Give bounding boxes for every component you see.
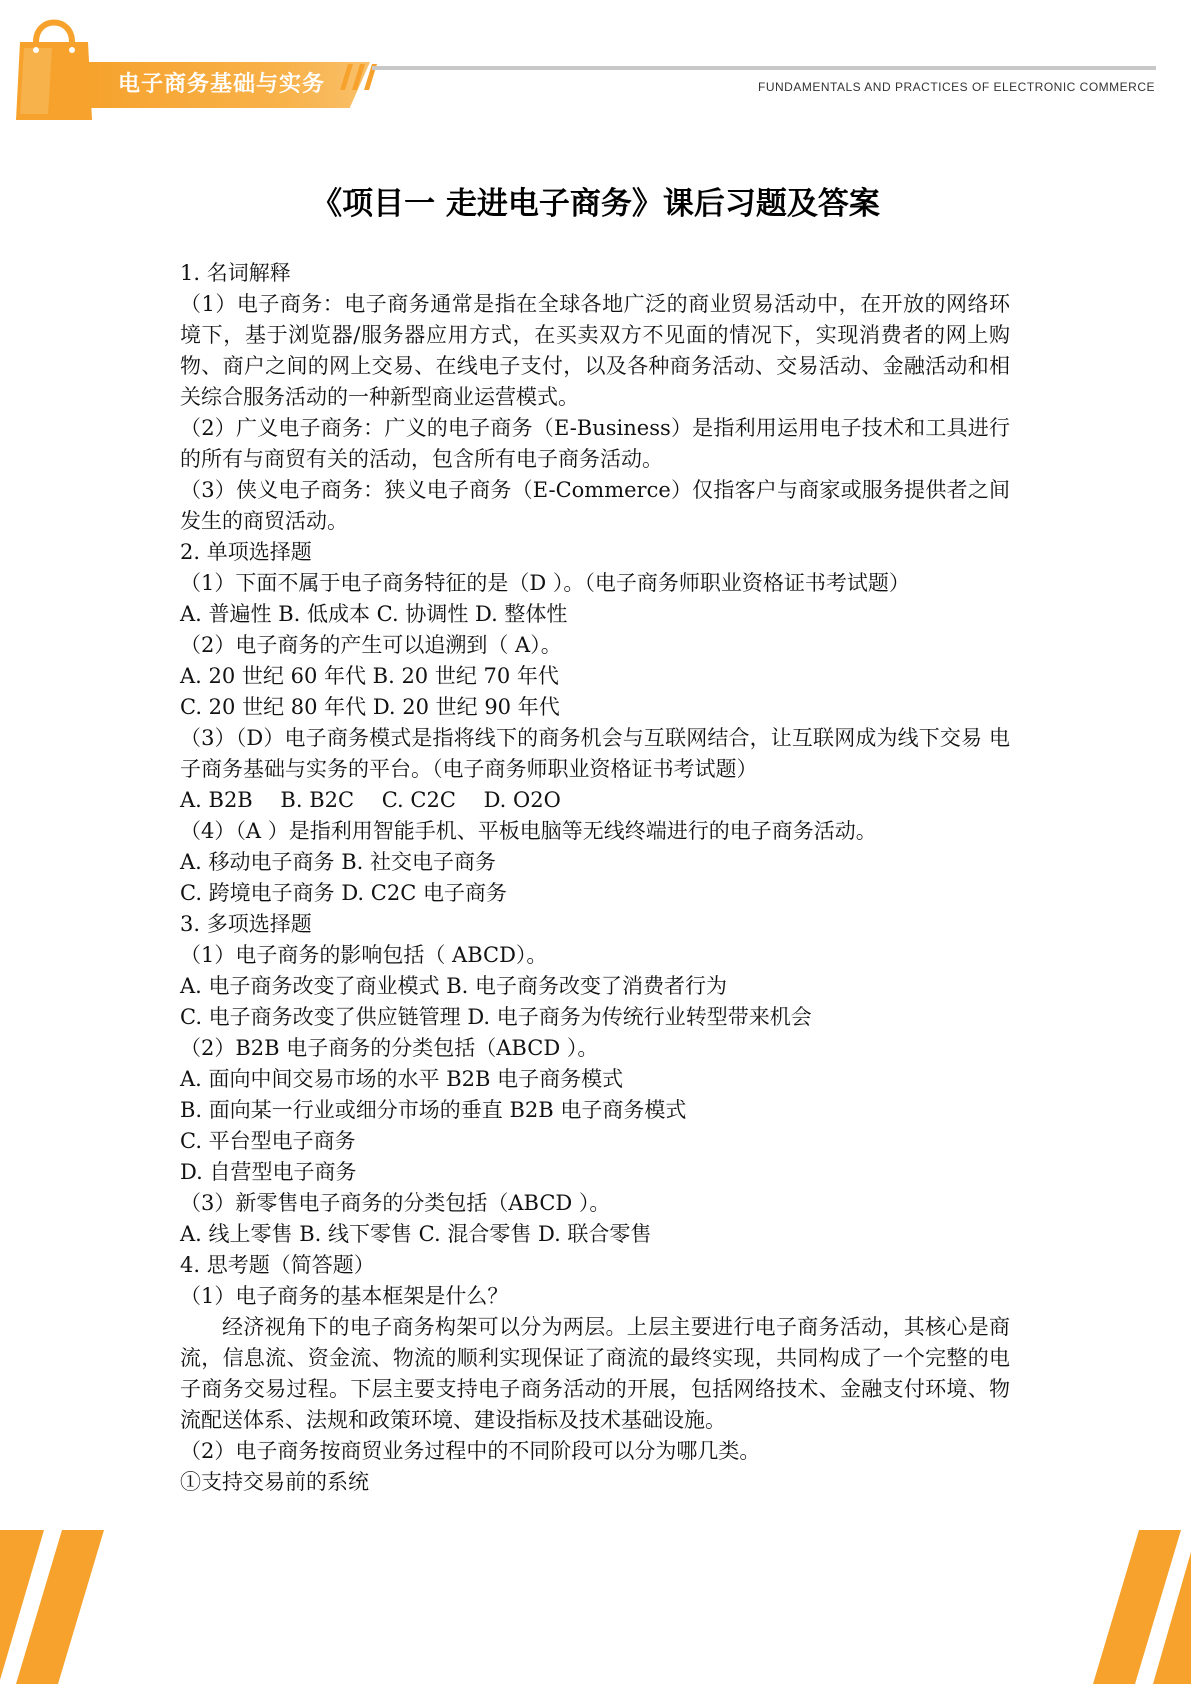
question: （1）下面不属于电子商务特征的是（D ）。（电子商务师职业资格证书考试题） bbox=[180, 571, 910, 595]
answer-options: A. 20 世纪 60 年代 B. 20 世纪 70 年代 bbox=[180, 664, 559, 688]
question: （3）新零售电子商务的分类包括（ABCD ）。 bbox=[180, 1191, 611, 1215]
question: （2）电子商务按商贸业务过程中的不同阶段可以分为哪几类。 bbox=[180, 1439, 761, 1463]
corner-stripes-right-icon bbox=[1091, 1530, 1191, 1684]
answer-options: C. 跨境电子商务 D. C2C 电子商务 bbox=[180, 881, 507, 905]
question: （1）电子商务的基本框架是什么？ bbox=[180, 1284, 509, 1308]
answer-paragraph: 经济视角下的电子商务构架可以分为两层。上层主要进行电子商务活动，其核心是商流，信息流、资金流、物流的顺利实现保证了商流的最终实现，共同构成了一个完整的电子商务交易过程。下层主要支持电子商务活动的开展，包括网络技术、金融支付环境、物流配送体系、法规和政策环境、建设指标及技术基础设施。 bbox=[180, 1315, 1010, 1432]
header-subtitle: FUNDAMENTALS AND PRACTICES OF ELECTRONIC COMMERCE bbox=[758, 80, 1155, 94]
answer-option: B. 面向某一行业或细分市场的垂直 B2B 电子商务模式 bbox=[180, 1098, 687, 1122]
answer-options: A. 线上零售 B. 线下零售 C. 混合零售 D. 联合零售 bbox=[180, 1222, 652, 1246]
question: （2）电子商务的产生可以追溯到（ A）。 bbox=[180, 633, 562, 657]
page-header bbox=[0, 0, 1191, 140]
definition-paragraph: （3）侠义电子商务：狭义电子商务（E-Commerce）仅指客户与商家或服务提供者之间发生的商贸活动。 bbox=[180, 478, 1010, 533]
section-heading: 1. 名词解释 bbox=[180, 261, 291, 285]
answer-options: A. 移动电子商务 B. 社交电子商务 bbox=[180, 850, 496, 874]
answer-options: A. 电子商务改变了商业模式 B. 电子商务改变了消费者行为 bbox=[180, 974, 727, 998]
section-heading: 4. 思考题（简答题） bbox=[180, 1253, 375, 1277]
question: （2）B2B 电子商务的分类包括（ABCD ）。 bbox=[180, 1036, 599, 1060]
document-title: 《项目一 走进电子商务》课后习题及答案 bbox=[311, 186, 880, 222]
answer-options: A. 普遍性 B. 低成本 C. 协调性 D. 整体性 bbox=[180, 602, 568, 626]
section-heading: 3. 多项选择题 bbox=[180, 912, 312, 936]
answer-options: C. 20 世纪 80 年代 D. 20 世纪 90 年代 bbox=[180, 695, 560, 719]
answer-options: A. B2B B. B2C C. C2C D. O2O bbox=[180, 788, 561, 812]
corner-stripes-left-icon bbox=[0, 1530, 110, 1684]
answer-option: A. 面向中间交易市场的水平 B2B 电子商务模式 bbox=[180, 1067, 624, 1091]
question: （4）（A ）是指利用智能手机、平板电脑等无线终端进行的电子商务活动。 bbox=[180, 819, 877, 843]
answer-option: D. 自营型电子商务 bbox=[180, 1160, 357, 1184]
definition-paragraph: （1）电子商务：电子商务通常是指在全球各地广泛的商业贸易活动中，在开放的网络环境下，基于浏览器/服务器应用方式，在买卖双方不见面的情况下，实现消费者的网上购物、商户之间的网上交易、在线电子支付，以及各种商务活动、交易活动、金融活动和相关综合服务活动的一种新型商业运营模式。 bbox=[180, 292, 1010, 409]
document-body bbox=[180, 258, 1010, 1498]
answer-option: C. 平台型电子商务 bbox=[180, 1129, 356, 1153]
list-item: ①支持交易前的系统 bbox=[180, 1470, 369, 1494]
question: （1）电子商务的影响包括（ ABCD）。 bbox=[180, 943, 548, 967]
header-rule bbox=[372, 66, 1156, 70]
question: （3）（D）电子商务模式是指将线下的商务机会与互联网结合，让互联网成为线下交易 电子商务基础与实务的平台。（电子商务师职业资格证书考试题） bbox=[180, 726, 1010, 781]
section-heading: 2. 单项选择题 bbox=[180, 540, 312, 564]
brand-title: 电子商务基础与实务 bbox=[118, 72, 326, 97]
definition-paragraph: （2）广义电子商务：广义的电子商务（E-Business）是指利用运用电子技术和工具进行的所有与商贸有关的活动，包含所有电子商务活动。 bbox=[180, 416, 1010, 471]
answer-options: C. 电子商务改变了供应链管理 D. 电子商务为传统行业转型带来机会 bbox=[180, 1005, 812, 1029]
